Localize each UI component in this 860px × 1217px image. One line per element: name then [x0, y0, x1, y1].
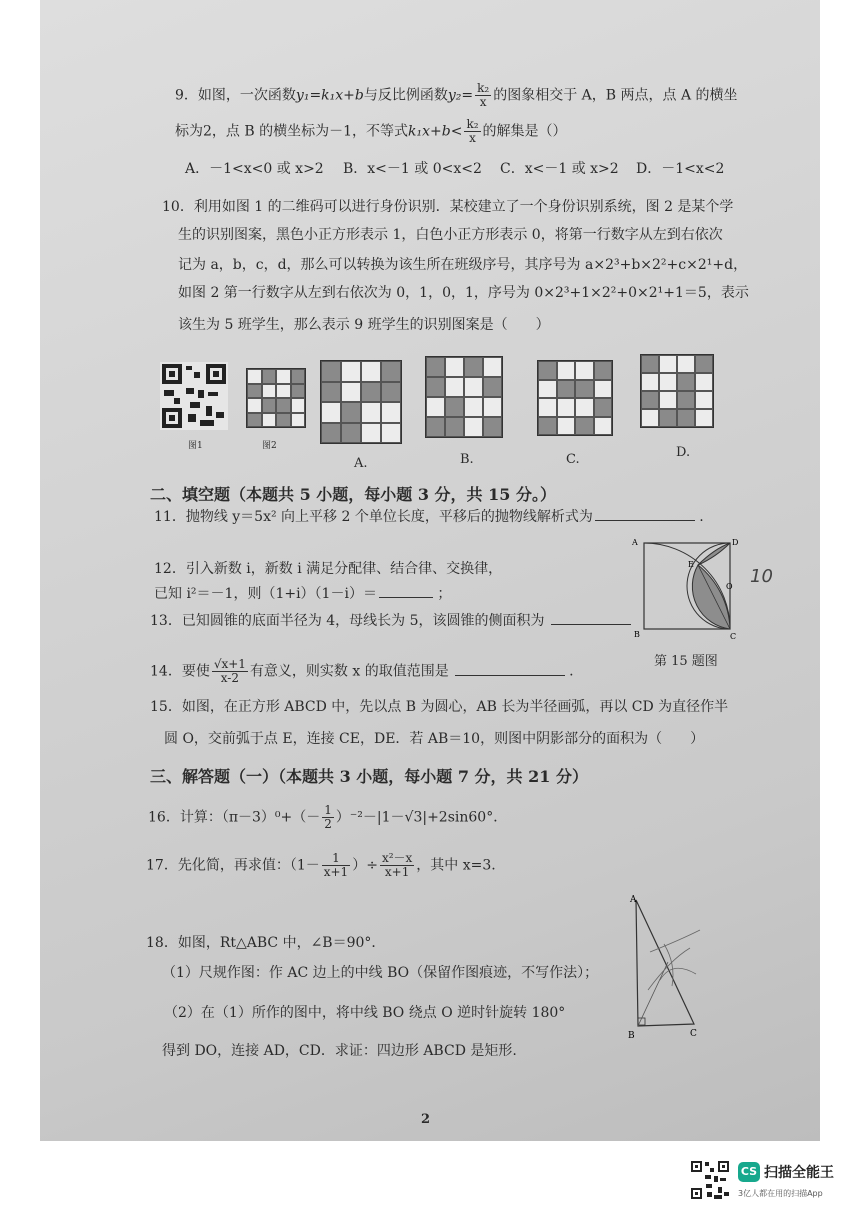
grid-cell [641, 373, 659, 391]
q16-text: ）⁻²－|1－√3|+2sin60°． [335, 809, 508, 826]
fig15-label-a: A [632, 538, 638, 547]
grid-cell [464, 357, 483, 377]
q9-inverse-fn: y₂= [447, 87, 474, 104]
grid-cell [677, 373, 695, 391]
grid-cell [594, 417, 613, 436]
grid-cell [659, 409, 677, 427]
option-b-label: B. [460, 452, 474, 467]
grid-cell [426, 397, 445, 417]
figure-2-label: 图2 [262, 441, 277, 451]
q13 [150, 612, 631, 630]
grid-cell [247, 398, 262, 413]
grid-cell [341, 423, 361, 444]
q15-line1: 15．如图，在正方形 ABCD 中，先以点 B 为圆心，AB 长为半径画弧，再以 CD 为直径作半 [150, 699, 729, 715]
q9-text: 标为2，点 B 的横坐标为－1，不等式 [175, 123, 409, 140]
grid-cell [247, 369, 262, 384]
grid-cell [262, 384, 277, 399]
q17-fraction1: $\frac{1}{x+1}$ [323, 851, 349, 879]
q9-text: 的解集是（） [482, 123, 567, 140]
grid-cell [247, 384, 262, 399]
grid-cell [538, 398, 557, 417]
q9-text: 的图象相交于 A，B 两点，点 A 的横坐 [493, 87, 738, 104]
q9-line2 [175, 118, 567, 145]
qr-code-figure [160, 362, 228, 430]
grid-cell [321, 382, 341, 403]
fig18-label-c: C [690, 1029, 697, 1039]
q14-fraction: $\frac{√x+1}{x-2}$ [213, 657, 246, 685]
grid-cell [445, 357, 464, 377]
grid-cell [483, 417, 502, 437]
option-a-label: A. [354, 456, 368, 471]
grid-cell [557, 361, 576, 380]
grid-cell [483, 357, 502, 377]
grid-cell [575, 398, 594, 417]
grid-cell [695, 391, 713, 409]
fig18-label-a: A [630, 895, 637, 905]
q9-fraction2: $\frac{\text{k₂}}{x}$ [466, 117, 479, 145]
fig15-label-b: B [634, 630, 640, 639]
grid-cell [341, 382, 361, 403]
grid-cell [677, 391, 695, 409]
grid-cell [426, 377, 445, 397]
grid-cell [445, 417, 464, 437]
grid-cell [594, 398, 613, 417]
option-c-label: C. [566, 452, 580, 467]
fig15-label-e: E [688, 560, 694, 569]
grid-cell [361, 402, 381, 423]
q10-line4: 如图 2 第一行数字从左到右依次为 0，1，0，1，序号为 0×2³+1×2²+0×2¹+1＝5，表示 [178, 285, 749, 301]
q9-option-d: D．－1<x<2 [636, 161, 725, 177]
grid-cell [557, 380, 576, 399]
option-d-label: D. [676, 445, 691, 460]
q9-option-a: A．－1<x<0 或 x>2 [185, 161, 324, 177]
grid-cell [575, 417, 594, 436]
q10-line2: 生的识别图案，黑色小正方形表示 1，白色小正方形表示 0，将第一行数字从左到右依次 [178, 227, 723, 243]
grid-cell [641, 409, 659, 427]
figure-15-caption: 第 15 题图 [654, 654, 718, 669]
grid-cell [695, 373, 713, 391]
q17 [146, 852, 496, 879]
option-d-grid [640, 354, 714, 428]
q10-line1: 10．利用如图 1 的二维码可以进行身份识别．某校建立了一个身份识别系统，图 2 是某个学 [162, 199, 734, 215]
grid-cell [262, 398, 277, 413]
q11-answer-blank [595, 508, 695, 521]
grid-cell [247, 413, 262, 428]
q14-text: 14．要使 [150, 663, 210, 680]
grid-cell [557, 398, 576, 417]
grid-cell [538, 380, 557, 399]
q13-answer-blank [551, 612, 631, 625]
grid-cell [659, 391, 677, 409]
q14-answer-blank [455, 663, 565, 676]
grid-cell [361, 382, 381, 403]
q12-line2: 已知 i²＝－1，则（1+i）（1－i）＝ ； [154, 586, 452, 602]
grid-cell [575, 380, 594, 399]
q9-text: 9．如图，一次函数 [175, 87, 296, 104]
grid-cell [381, 402, 401, 423]
grid-cell [483, 377, 502, 397]
footer-tagline: 3亿人都在用的扫描App [738, 1189, 823, 1198]
grid-cell [276, 369, 291, 384]
q9-inequality: k₁x+b< [408, 123, 463, 140]
grid-cell [464, 377, 483, 397]
grid-cell [659, 373, 677, 391]
grid-cell [381, 423, 401, 444]
grid-cell [575, 361, 594, 380]
q18-line3: （2）在（1）所作的图中，将中线 BO 绕点 O 逆时针旋转 180° [164, 1005, 566, 1021]
section-3-heading: 三、解答题（一）（本题共 3 小题，每小题 7 分，共 21 分） [150, 767, 588, 786]
q15-line2: 圆 O，交前弧于点 E，连接 CE，DE．若 AB＝10，则图中阴影部分的面积为（ ） [164, 731, 705, 747]
grid-cell [341, 361, 361, 382]
figure-15 [630, 535, 740, 645]
grid-cell [464, 397, 483, 417]
grid-cell [321, 361, 341, 382]
grid-cell [381, 361, 401, 382]
grid-cell [361, 361, 381, 382]
q17-fraction2: $\frac{\text{x²－x}}{x+1}$ [381, 851, 413, 879]
page-number: 2 [421, 1112, 431, 1127]
grid-cell [262, 369, 277, 384]
section-2-heading: 二、填空题（本题共 5 小题，每小题 3 分，共 15 分。） [150, 485, 556, 504]
grid-cell [483, 397, 502, 417]
grid-cell [538, 361, 557, 380]
grid-cell [361, 423, 381, 444]
grid-cell [276, 398, 291, 413]
q16-text: 16．计算：（π－3）⁰+（－ [148, 809, 321, 826]
q18-line4: 得到 DO，连接 AD，CD．求证：四边形 ABCD 是矩形. [162, 1043, 517, 1059]
grid-cell [594, 380, 613, 399]
figure-18 [620, 890, 730, 1040]
grid-cell [276, 413, 291, 428]
grid-cell [445, 377, 464, 397]
q13-text: 13．已知圆锥的底面半径为 4，母线长为 5，该圆锥的侧面积为 [150, 613, 545, 629]
grid-cell [321, 423, 341, 444]
grid-cell [538, 417, 557, 436]
q12-line1: 12．引入新数 i，新数 i 满足分配律、结合律、交换律， [154, 561, 503, 577]
grid-cell [381, 382, 401, 403]
grid-cell [276, 384, 291, 399]
grid-cell [262, 413, 277, 428]
grid-cell [291, 384, 306, 399]
figure-2-grid [246, 368, 306, 428]
fig15-label-d: D [732, 538, 739, 547]
grid-cell [641, 391, 659, 409]
q10-line5: 该生为 5 班学生，那么表示 9 班学生的识别图案是（ ） [178, 317, 550, 333]
q9-fraction: $\frac{\text{k₂}}{x}$ [477, 81, 490, 109]
grid-cell [677, 355, 695, 373]
fig15-label-o: O [726, 582, 733, 591]
q9-text: 与反比例函数 [363, 87, 448, 104]
q9-option-b: B．x<－1 或 0<x<2 [343, 161, 482, 177]
grid-cell [641, 355, 659, 373]
grid-cell [426, 417, 445, 437]
q16-fraction: $\frac{1}{2}$ [324, 803, 332, 831]
grid-cell [594, 361, 613, 380]
q9-line1 [175, 82, 738, 109]
option-c-grid [537, 360, 613, 436]
q11: 11．抛物线 y＝5x² 向上平移 2 个单位长度，平移后的抛物线解析式为 . [154, 509, 704, 525]
option-b-grid [425, 356, 503, 438]
fig18-label-b: B [628, 1031, 635, 1040]
grid-cell [291, 398, 306, 413]
grid-cell [557, 417, 576, 436]
q12-text: 已知 i²＝－1，则（1+i）（1－i）＝ [154, 586, 377, 602]
fig15-label-c: C [730, 632, 737, 641]
q9-option-c: C．x<－1 或 x>2 [500, 161, 619, 177]
q18-line2: （1）尺规作图：作 AC 边上的中线 BO（保留作图痕迹，不写作法）； [162, 965, 599, 981]
camscanner-logo: CS [738, 1162, 760, 1182]
q14-text: 有意义，则实数 x 的取值范围是 [249, 663, 449, 680]
option-a-grid [320, 360, 402, 444]
grid-cell [695, 355, 713, 373]
grid-cell [291, 413, 306, 428]
q11-text: 11．抛物线 y＝5x² 向上平移 2 个单位长度，平移后的抛物线解析式为 [154, 509, 593, 525]
q9-linear-fn: y₁=k₁x+b [295, 87, 364, 104]
grid-cell [291, 369, 306, 384]
q12-answer-blank [379, 585, 433, 598]
q17-text: ）÷ [352, 857, 378, 874]
q18-line1: 18．如图，Rt△ABC 中，∠B＝90°． [146, 935, 386, 951]
grid-cell [445, 397, 464, 417]
grid-cell [426, 357, 445, 377]
footer-brand: 扫描全能王 [764, 1165, 834, 1181]
grid-cell [464, 417, 483, 437]
q17-text: ，其中 x=3. [416, 857, 496, 874]
footer-qr-icon [690, 1160, 730, 1200]
q16 [148, 804, 507, 831]
q17-text: 17．先化简，再求值：（1－ [146, 857, 320, 874]
grid-cell [321, 402, 341, 423]
grid-cell [695, 409, 713, 427]
q10-line3: 记为 a，b，c，d，那么可以转换为该生所在班级序号，其序号为 a×2³+b×2²+c×2¹+d， [178, 257, 748, 273]
grid-cell [341, 402, 361, 423]
q14: 14．要使 $\frac{√x+1}{x-2}$ 有意义，则实数 x 的取值范围是 . [150, 657, 574, 685]
handwritten-answer: 10 [750, 566, 773, 587]
grid-cell [659, 355, 677, 373]
figure-1-label: 图1 [188, 441, 203, 451]
grid-cell [677, 409, 695, 427]
